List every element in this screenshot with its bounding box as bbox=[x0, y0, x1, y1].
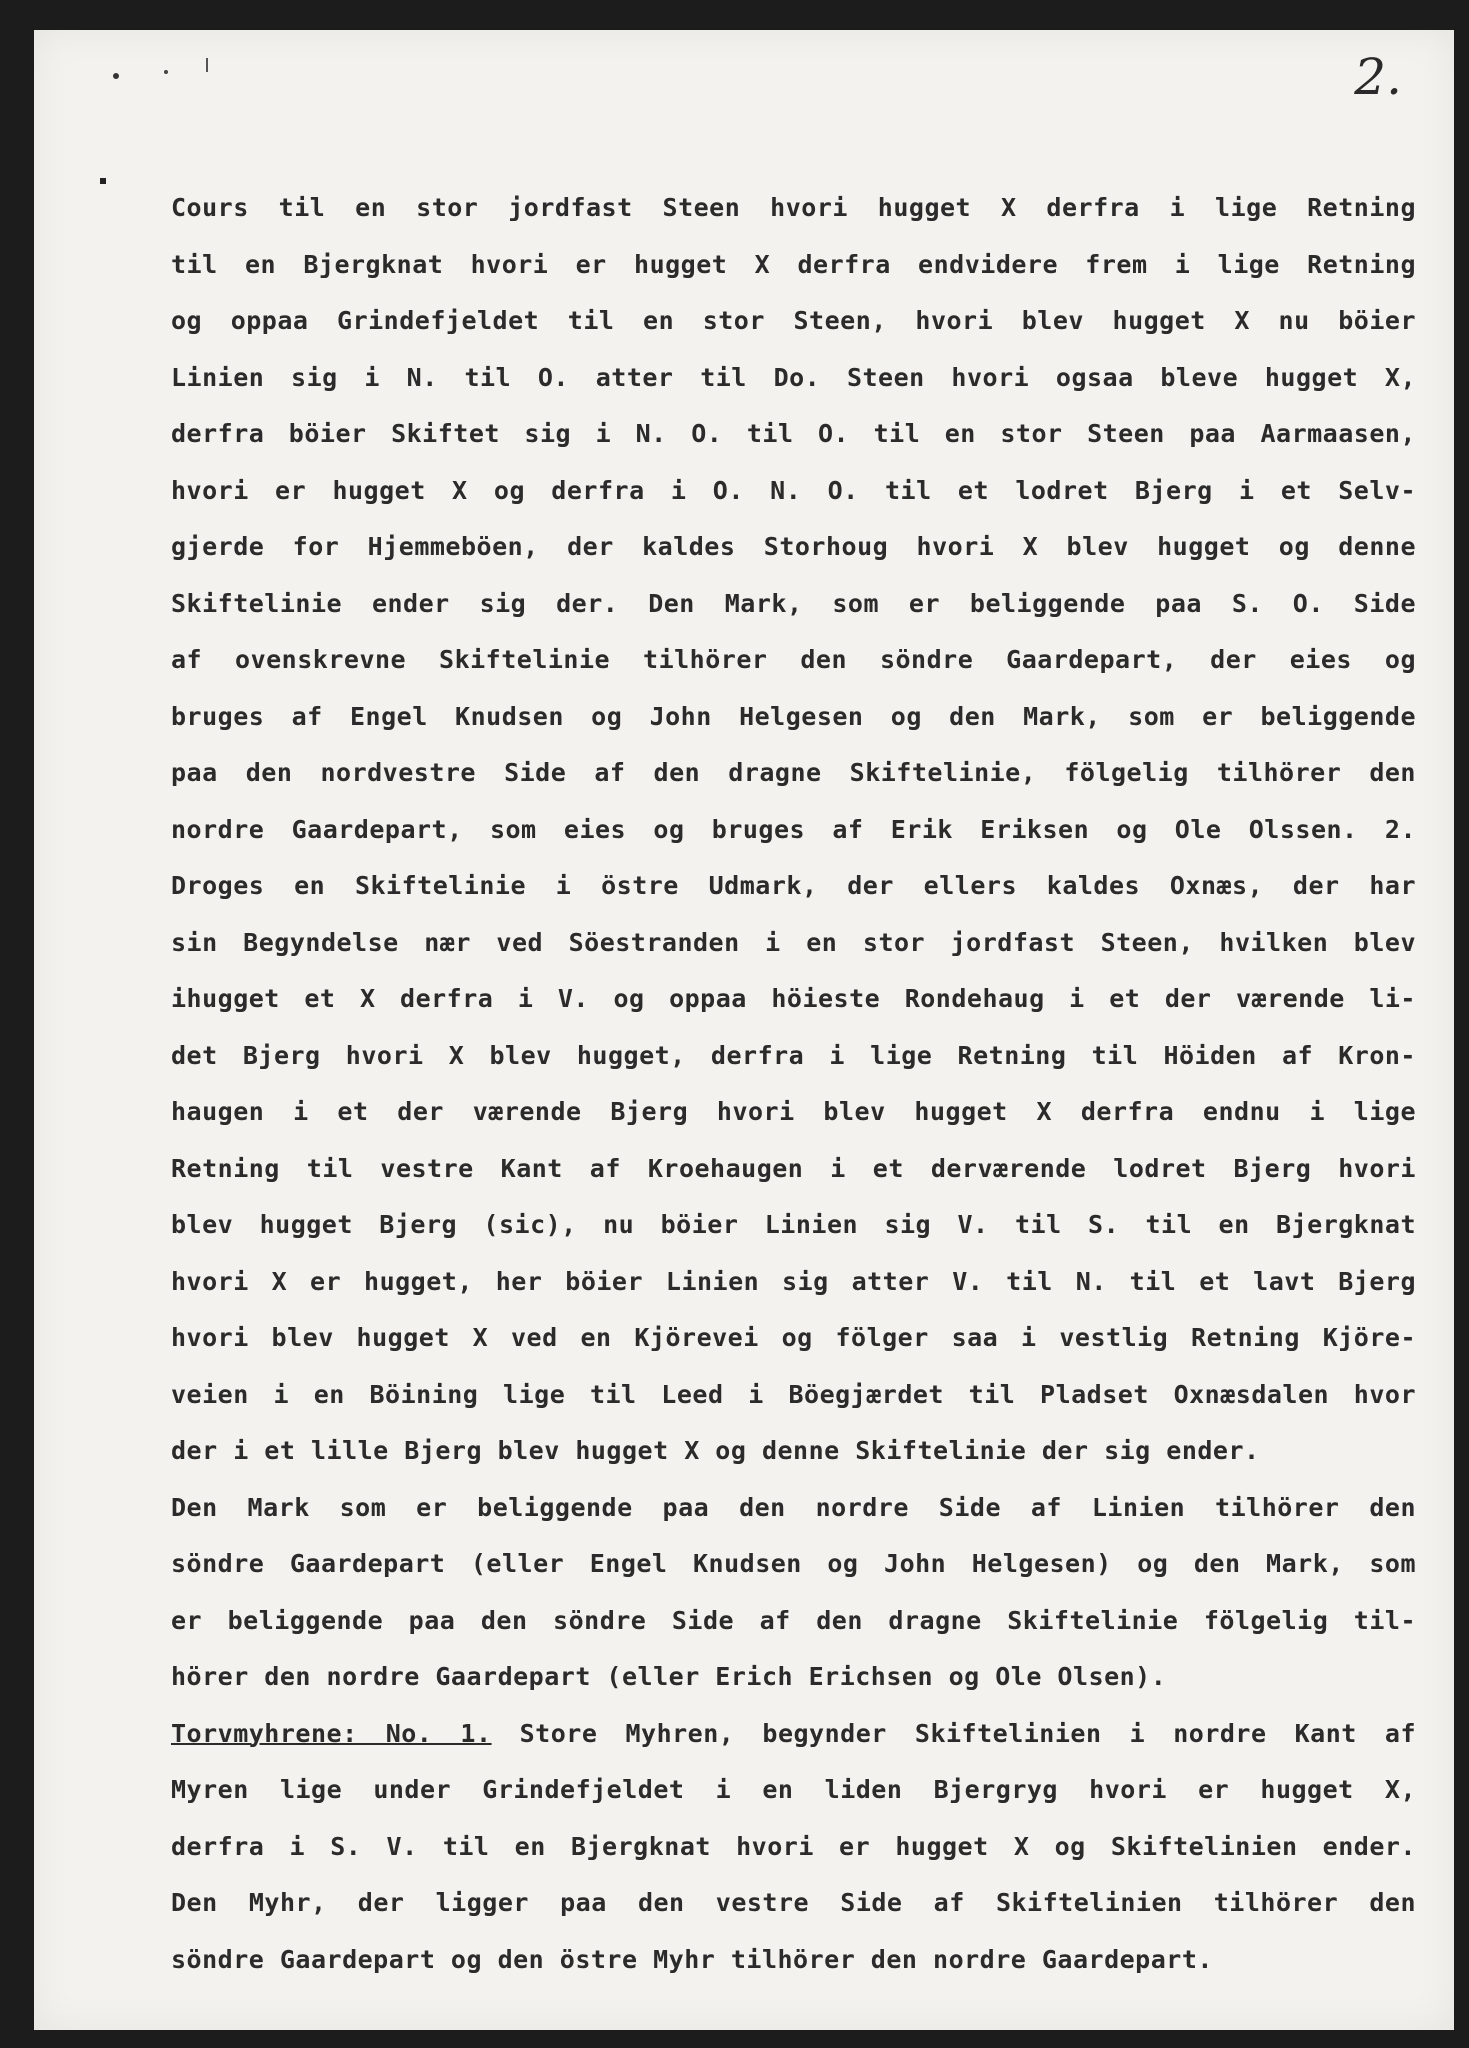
text-line: og oppaa Grindefjeldet til en stor Steen, hvori blev hugget X nu böier bbox=[171, 306, 1416, 335]
text-line: hörer den nordre Gaardepart (eller Erich Erichsen og Ole Olsen). bbox=[171, 1662, 1167, 1691]
text-line: veien i en Böining lige til Leed i Böegjærdet til Pladset Oxnæsdalen hvor bbox=[171, 1379, 1416, 1409]
document-page bbox=[34, 30, 1454, 2030]
document-body bbox=[171, 180, 1416, 1988]
text-line-rest: Store Myhren, begynder Skiftelinien i nordre Kant af bbox=[491, 1718, 1417, 1748]
text-line: paa den nordvestre Side af den dragne Skiftelinie, fölgelig tilhörer den bbox=[171, 758, 1416, 787]
section-heading: Torvmyhrene: No. 1. bbox=[171, 1718, 492, 1748]
page-number: 2. bbox=[1354, 48, 1402, 106]
text-line: af ovenskrevne Skiftelinie tilhörer den söndre Gaardepart, der eies og bbox=[171, 645, 1416, 674]
text-line: Myren lige under Grindefjeldet i en liden Bjergryg hvori er hugget X, bbox=[171, 1775, 1416, 1804]
text-line: hvori er hugget X og derfra i O. N. O. til et lodret Bjerg i et Selv- bbox=[171, 475, 1416, 505]
text-line: Cours til en stor jordfast Steen hvori hugget X derfra i lige Retning bbox=[171, 193, 1416, 222]
text-line: derfra i S. V. til en Bjergknat hvori er hugget X og Skiftelinien ender. bbox=[171, 1831, 1416, 1861]
text-line: ihugget et X derfra i V. og oppaa höieste Rondehaug i et der værende li- bbox=[171, 984, 1416, 1013]
text-line: Skiftelinie ender sig der. Den Mark, som er beliggende paa S. O. Side bbox=[171, 588, 1416, 618]
section-heading-line bbox=[171, 1706, 1416, 1763]
text-line: blev hugget Bjerg (sic), nu böier Linien sig V. til S. til en Bjergknat bbox=[171, 1210, 1416, 1239]
text-line: Den Mark som er beliggende paa den nordre Side af Linien tilhörer den bbox=[171, 1492, 1416, 1522]
text-line: Retning til vestre Kant af Kroehaugen i et derværende lodret Bjerg hvori bbox=[171, 1153, 1416, 1183]
text-line: der i et lille Bjerg blev hugget X og denne Skiftelinie der sig ender. bbox=[171, 1436, 1260, 1465]
text-line: hvori X er hugget, her böier Linien sig atter V. til N. til et lavt Bjerg bbox=[171, 1266, 1416, 1296]
text-line: til en Bjergknat hvori er hugget X derfra endvidere frem i lige Retning bbox=[171, 249, 1416, 279]
text-line: Droges en Skiftelinie i östre Udmark, der ellers kaldes Oxnæs, der har bbox=[171, 871, 1416, 900]
text-line: Den Myhr, der ligger paa den vestre Side af Skiftelinien tilhörer den bbox=[171, 1888, 1416, 1917]
text-line: bruges af Engel Knudsen og John Helgesen og den Mark, som er beliggende bbox=[171, 701, 1416, 731]
text-line: söndre Gaardepart (eller Engel Knudsen og John Helgesen) og den Mark, som bbox=[171, 1549, 1416, 1578]
text-line: sin Begyndelse nær ved Söestranden i en stor jordfast Steen, hvilken blev bbox=[171, 927, 1416, 957]
text-line: hvori blev hugget X ved en Kjörevei og fölger saa i vestlig Retning Kjöre- bbox=[171, 1323, 1416, 1352]
text-line: söndre Gaardepart og den östre Myhr tilhörer den nordre Gaardepart. bbox=[171, 1944, 1213, 1974]
text-line: Linien sig i N. til O. atter til Do. Steen hvori ogsaa bleve hugget X, bbox=[171, 362, 1416, 392]
text-line: haugen i et der værende Bjerg hvori blev hugget X derfra endnu i lige bbox=[171, 1097, 1416, 1126]
text-line: er beliggende paa den söndre Side af den dragne Skiftelinie fölgelig til- bbox=[171, 1605, 1416, 1635]
text-line: det Bjerg hvori X blev hugget, derfra i lige Retning til Höiden af Kron- bbox=[171, 1040, 1416, 1070]
text-line: gjerde for Hjemmeböen, der kaldes Storhoug hvori X blev hugget og denne bbox=[171, 532, 1416, 561]
text-line: derfra böier Skiftet sig i N. O. til O. til en stor Steen paa Aarmaasen, bbox=[171, 419, 1416, 448]
text-line: nordre Gaardepart, som eies og bruges af Erik Eriksen og Ole Olssen. 2. bbox=[171, 814, 1416, 844]
